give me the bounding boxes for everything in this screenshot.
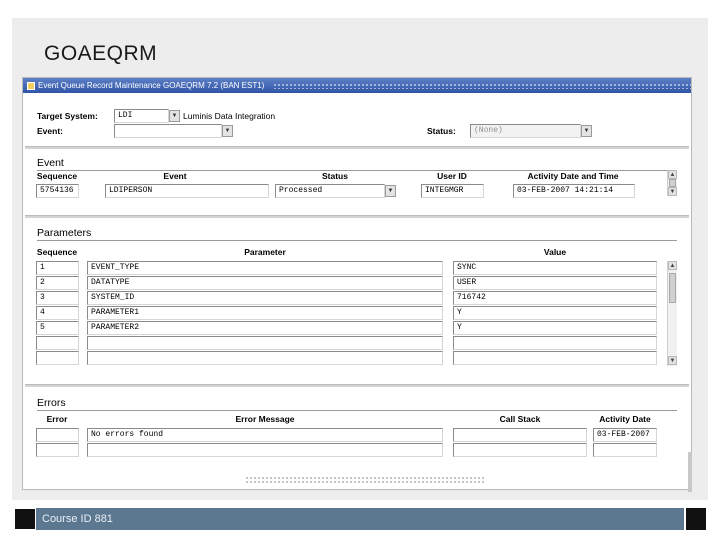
event-name-field[interactable]: LDIPERSON <box>105 184 269 198</box>
param-name-field[interactable]: EVENT_TYPE <box>87 261 443 275</box>
event-section-title: Event <box>37 157 64 169</box>
param-seq-field[interactable] <box>36 336 79 350</box>
scroll-thumb[interactable] <box>669 179 676 187</box>
param-name-field[interactable]: PARAMETER1 <box>87 306 443 320</box>
section-separator <box>25 146 689 149</box>
event-dropdown-icon[interactable]: ▼ <box>222 125 233 137</box>
window-edge <box>688 452 692 492</box>
status-select[interactable]: (None) <box>470 124 581 138</box>
param-name-field[interactable] <box>87 351 443 365</box>
event-scrollbar[interactable] <box>667 170 677 196</box>
param-value-field[interactable]: 716742 <box>453 291 657 305</box>
error-callstack-field[interactable] <box>453 428 587 442</box>
event-col-sequence: Sequence <box>36 171 78 181</box>
error-col-message: Error Message <box>235 414 295 424</box>
error-col-error: Error <box>46 414 68 424</box>
param-seq-field[interactable]: 5 <box>36 321 79 335</box>
param-value-field[interactable]: USER <box>453 276 657 290</box>
scroll-thumb[interactable] <box>669 273 676 303</box>
section-separator <box>25 384 689 387</box>
param-value-field[interactable] <box>453 351 657 365</box>
errors-section-title: Errors <box>37 397 66 409</box>
param-seq-field[interactable] <box>36 351 79 365</box>
scroll-up-icon[interactable]: ▲ <box>669 263 676 269</box>
parameters-scrollbar[interactable] <box>667 261 677 366</box>
error-callstack-field[interactable] <box>453 443 587 457</box>
slide-title: GOAEQRM <box>44 42 158 65</box>
window-title: Event Queue Record Maintenance GOAEQRM 7.2 (BAN EST1) <box>38 81 265 90</box>
form-window <box>22 77 692 490</box>
scroll-up-icon[interactable]: ▲ <box>669 172 676 178</box>
param-col-value: Value <box>543 247 567 257</box>
footer-left-block <box>15 509 35 529</box>
event-input[interactable] <box>114 124 222 138</box>
event-label: Event: <box>37 126 63 136</box>
param-col-parameter: Parameter <box>244 247 286 257</box>
parameters-section-title: Parameters <box>37 227 92 239</box>
scroll-down-icon[interactable]: ▼ <box>669 358 676 364</box>
error-col-activity-date: Activity Date <box>599 414 651 424</box>
param-name-field[interactable] <box>87 336 443 350</box>
app-icon <box>27 82 35 90</box>
param-seq-field[interactable]: 2 <box>36 276 79 290</box>
event-activity-field[interactable]: 03-FEB-2007 14:21:14 <box>513 184 635 198</box>
event-userid-field[interactable]: INTEGMGR <box>421 184 484 198</box>
footer-course-id: Course ID 881 <box>36 508 684 530</box>
error-message-field[interactable] <box>87 443 443 457</box>
target-system-input[interactable]: LDI <box>114 109 169 123</box>
parameters-section-line <box>37 240 677 241</box>
status-dropdown-icon[interactable]: ▼ <box>581 125 592 137</box>
error-message-field[interactable]: No errors found <box>87 428 443 442</box>
section-separator <box>25 215 689 218</box>
event-sequence-field[interactable]: 5754136 <box>36 184 79 198</box>
target-system-label: Target System: <box>37 111 98 121</box>
target-system-dropdown-icon[interactable]: ▼ <box>169 110 180 122</box>
param-name-field[interactable]: SYSTEM_ID <box>87 291 443 305</box>
param-value-field[interactable] <box>453 336 657 350</box>
errors-section-line <box>37 410 677 411</box>
param-value-field[interactable]: Y <box>453 306 657 320</box>
param-name-field[interactable]: PARAMETER2 <box>87 321 443 335</box>
scroll-down-icon[interactable]: ▼ <box>669 189 676 195</box>
error-activity-date-field[interactable] <box>593 443 657 457</box>
param-seq-field[interactable]: 3 <box>36 291 79 305</box>
status-label: Status: <box>427 126 456 136</box>
param-col-sequence: Sequence <box>36 247 78 257</box>
titlebar-pattern <box>273 83 691 89</box>
param-name-field[interactable]: DATATYPE <box>87 276 443 290</box>
window-titlebar[interactable] <box>23 78 691 93</box>
param-value-field[interactable]: SYNC <box>453 261 657 275</box>
error-col-callstack: Call Stack <box>499 414 541 424</box>
event-col-userid: User ID <box>437 171 467 181</box>
target-system-description: Luminis Data Integration <box>183 111 276 121</box>
param-seq-field[interactable]: 4 <box>36 306 79 320</box>
footer-right-block <box>686 508 706 530</box>
error-code-field[interactable] <box>36 443 79 457</box>
event-col-event: Event <box>163 171 187 181</box>
horizontal-scrollbar[interactable] <box>245 476 485 484</box>
error-code-field[interactable] <box>36 428 79 442</box>
param-seq-field[interactable]: 1 <box>36 261 79 275</box>
error-activity-date-field[interactable]: 03-FEB-2007 <box>593 428 657 442</box>
event-col-activity: Activity Date and Time <box>527 171 619 181</box>
event-col-status: Status <box>322 171 348 181</box>
event-status-field[interactable]: Processed <box>275 184 385 198</box>
param-value-field[interactable]: Y <box>453 321 657 335</box>
event-status-dropdown-icon[interactable]: ▼ <box>385 185 396 197</box>
